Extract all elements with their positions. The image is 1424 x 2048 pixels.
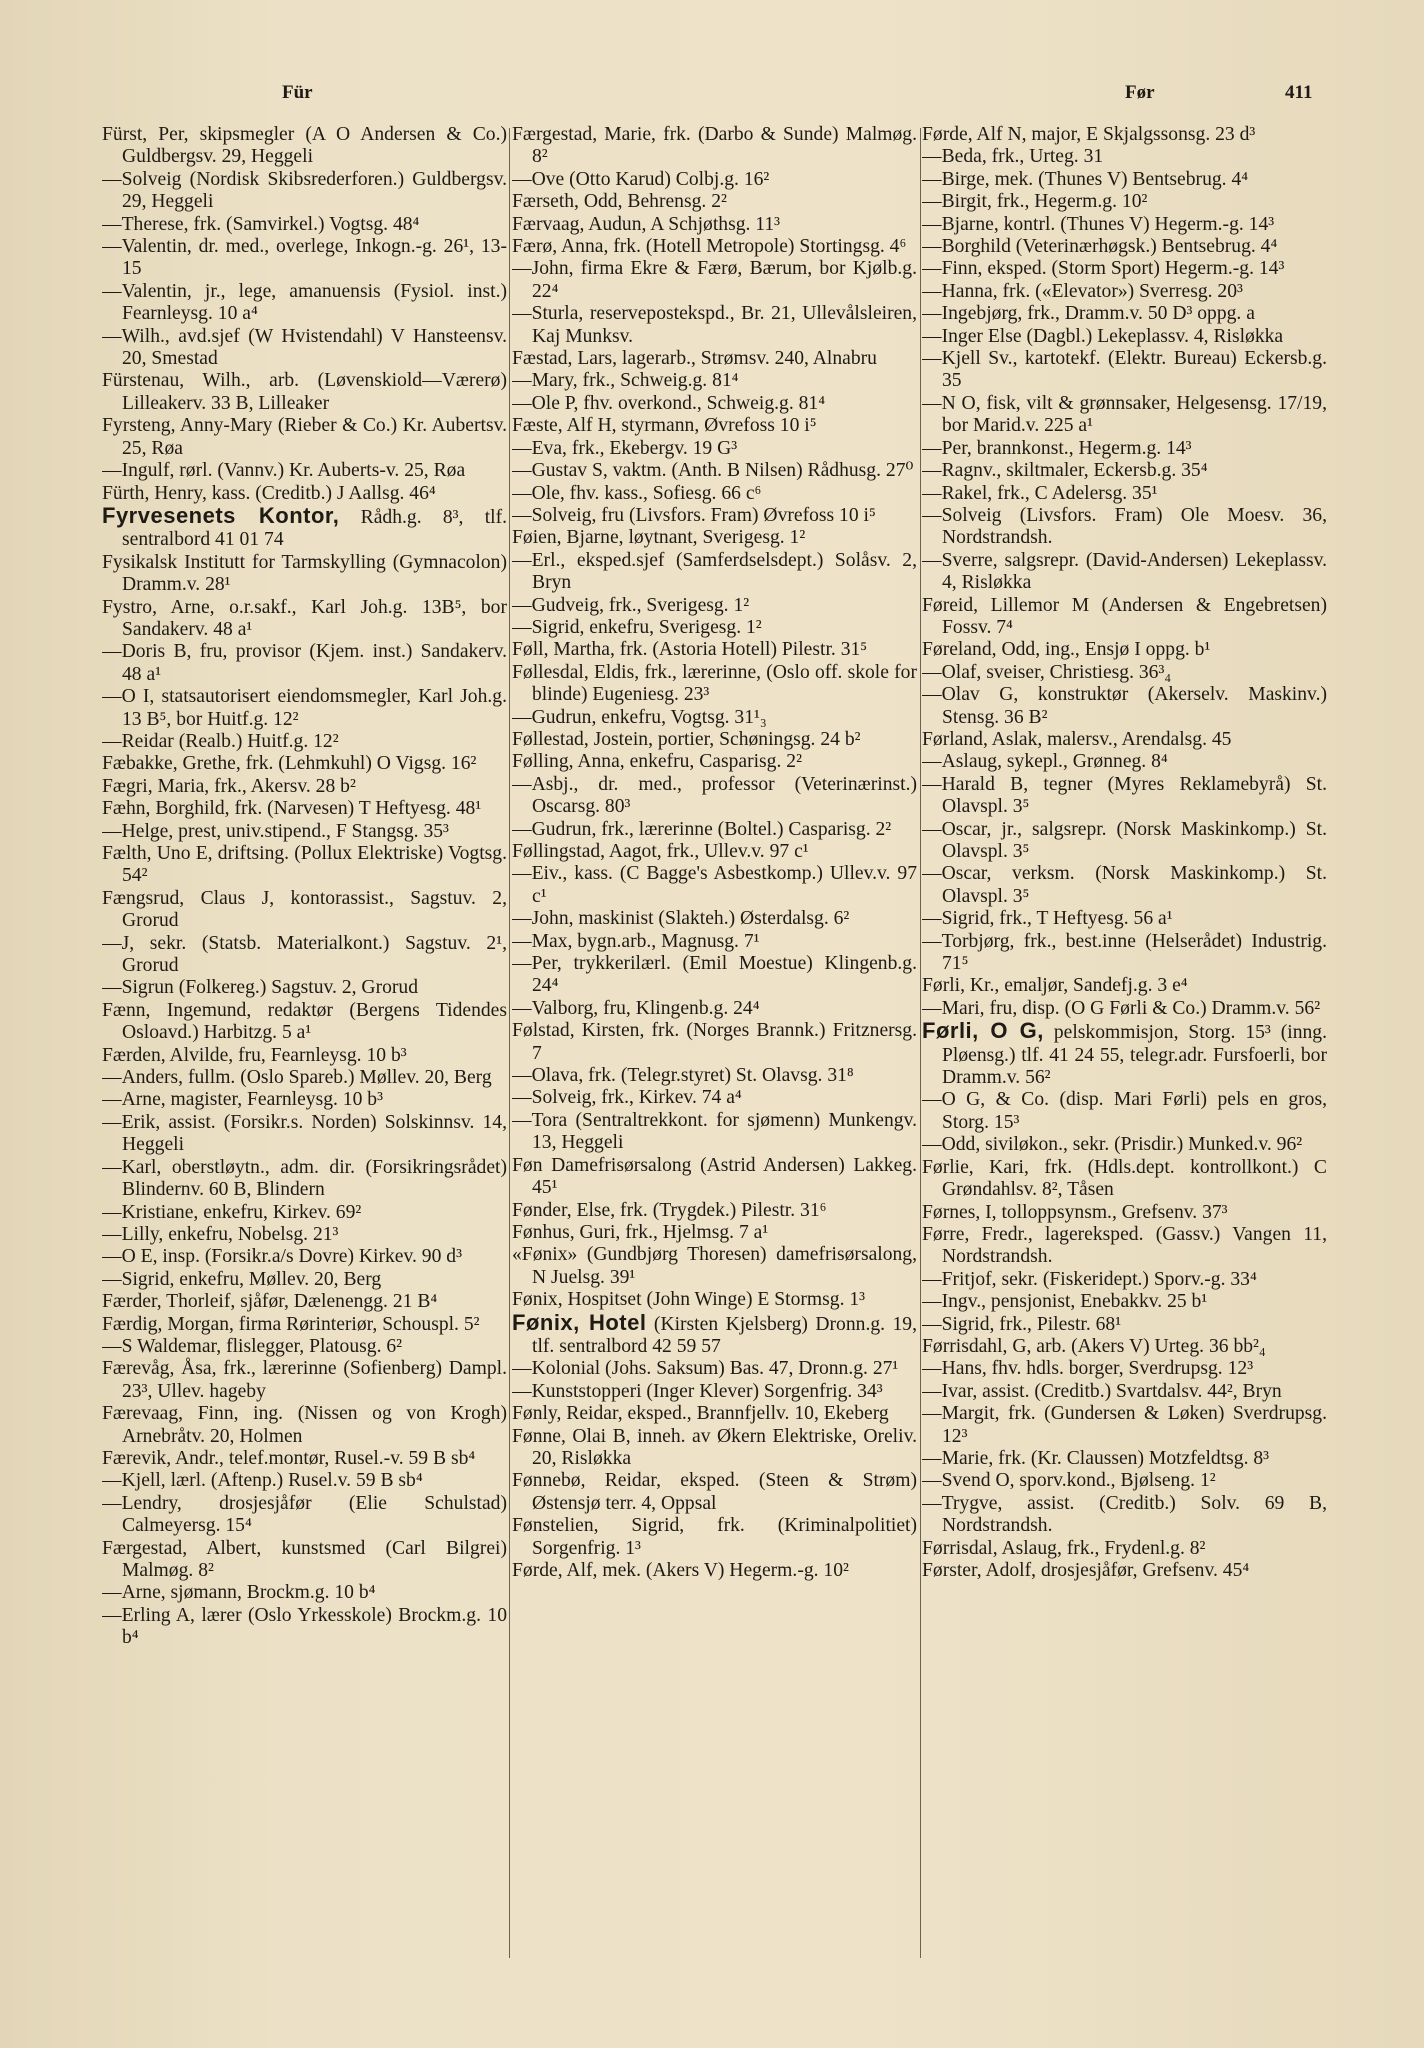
directory-entry: —Arne, sjømann, Brockm.g. 10 b⁴ — [102, 1582, 376, 1604]
directory-entry: Færevåg, Åsa, frk., lærerinne (Sofienberg) Dampl. 23³, Ullev. hageby — [102, 1358, 507, 1402]
directory-entry: —Aslaug, sykepl., Grønneg. 8⁴ — [922, 751, 1168, 773]
directory-entry: —Oscar, verksm. (Norsk Maskinkomp.) St. Olavspl. 3⁵ — [922, 863, 1327, 907]
directory-entry: —Valborg, fru, Klingenb.g. 24⁴ — [512, 997, 760, 1019]
directory-entry-heading — [102, 502, 507, 552]
directory-entry: —Torbjørg, frk., best.inne (Helserådet) Industrig. 71⁵ — [922, 930, 1327, 975]
directory-entry: —Birge, mek. (Thunes V) Bentsebrug. 4⁴ — [922, 168, 1249, 190]
directory-entry: Førrisdahl, G, arb. (Akers V) Urteg. 36 bb²₄ — [922, 1335, 1266, 1357]
directory-entry: —Borghild (Veterinærhøgsk.) Bentsebrug. 4⁴ — [922, 236, 1278, 258]
directory-entry: —Karl, oberstløytn., adm. dir. (Forsikringsrådet) Blindernv. 60 B, Blindern — [102, 1156, 507, 1201]
directory-entry: —Beda, frk., Urteg. 31 — [922, 146, 1104, 168]
directory-entry: —Mary, frk., Schweig.g. 81⁴ — [512, 370, 739, 392]
directory-entry: —Doris B, fru, provisor (Kjem. inst.) Sandakerv. 48 a¹ — [102, 641, 507, 685]
directory-entry: —Anders, fullm. (Oslo Spareb.) Møllev. 20, Berg — [102, 1067, 492, 1089]
directory-entry: —Ingulf, rørl. (Vannv.) Kr. Auberts-v. 25, Røa — [102, 460, 466, 482]
directory-entry: —Sigrid, enkefru, Sverigesg. 1² — [512, 616, 762, 638]
directory-entry: Færø, Anna, frk. (Hotell Metropole) Stortingsg. 4⁶ — [512, 236, 907, 258]
heading-firm-name: Førli, O G, — [922, 1018, 1044, 1044]
directory-entry: —N O, fisk, vilt & grønnsaker, Helgesensg. 17/19, bor Marid.v. 225 a¹ — [922, 392, 1327, 437]
directory-entry: Fønhus, Guri, frk., Hjelmsg. 7 a¹ — [512, 1221, 769, 1243]
directory-entry: Færder, Thorleif, sjåfør, Dælenengg. 21 B⁴ — [102, 1291, 438, 1313]
directory-entry: —Ole, fhv. kass., Sofiesg. 66 c⁶ — [512, 482, 762, 504]
directory-entry: —Odd, siviløkon., sekr. (Prisdir.) Munked.v. 96² — [922, 1134, 1303, 1156]
directory-entry: —Trygve, assist. (Creditb.) Solv. 69 B, Nordstrandsh. — [922, 1492, 1327, 1537]
directory-entry: Førli, Kr., emaljør, Sandefj.g. 3 e⁴ — [922, 975, 1188, 997]
directory-entry: —Lilly, enkefru, Nobelsg. 21³ — [102, 1223, 339, 1245]
directory-entry: —Hans, fhv. hdls. borger, Sverdrupsg. 12³ — [922, 1358, 1254, 1380]
directory-entry: —Sigrid, frk., Pilestr. 68¹ — [922, 1313, 1122, 1335]
directory-entry: —Asbj., dr. med., professor (Veterinærinst.) Oscarsg. 80³ — [512, 773, 917, 818]
directory-entry: Fønly, Reidar, eksped., Brannfjellv. 10, Ekeberg — [512, 1403, 889, 1425]
directory-entry: —Rakel, frk., C Adelersg. 35¹ — [922, 482, 1158, 504]
heading-detail: Rådh.g. 8³, tlf. sentralbord 41 01 74 — [122, 506, 507, 551]
directory-entry: Føreland, Odd, ing., Ensjø I oppg. b¹ — [922, 639, 1211, 661]
directory-entry: —Solveig, fru (Livsfors. Fram) Øvrefoss 10 i⁵ — [512, 504, 876, 526]
directory-entry: —S Waldemar, flislegger, Platousg. 6² — [102, 1335, 403, 1357]
directory-columns — [102, 124, 1332, 1964]
directory-entry: Færevaag, Finn, ing. (Nissen og von Krogh) Arnebråtv. 20, Holmen — [102, 1403, 507, 1447]
directory-entry: —Reidar (Realb.) Huitf.g. 12² — [102, 730, 339, 752]
directory-entry: Førre, Fredr., lagereksped. (Gassv.) Vangen 11, Nordstrandsh. — [922, 1223, 1327, 1268]
directory-entry: Fürth, Henry, kass. (Creditb.) J Aallsg. 46⁴ — [102, 482, 436, 504]
heading-firm-name: Fønix, Hotel — [512, 1309, 647, 1335]
directory-entry: —Olaf, sveiser, Christiesg. 36³₄ — [922, 661, 1172, 683]
directory-entry: —Arne, magister, Fearnleysg. 10 b³ — [102, 1089, 383, 1111]
directory-entry: Færvaag, Audun, A Schjøthsg. 11³ — [512, 213, 781, 235]
directory-entry: Fürstenau, Wilh., arb. (Løvenskiold—Værerø) Lilleakerv. 33 B, Lilleaker — [102, 370, 507, 414]
directory-entry: Fønder, Else, frk. (Trygdek.) Pilestr. 31⁶ — [512, 1199, 827, 1221]
directory-entry: —Ivar, assist. (Creditb.) Svartdalsv. 44², Bryn — [922, 1380, 1282, 1402]
directory-entry: Færdig, Morgan, firma Rørinteriør, Schouspl. 5² — [102, 1313, 480, 1335]
directory-entry: —Hanna, frk. («Elevator») Sverresg. 20³ — [922, 280, 1243, 302]
directory-entry: Færevik, Andr., telef.montør, Rusel.-v. 59 B sb⁴ — [102, 1447, 476, 1469]
directory-entry: Fønne, Olai B, inneh. av Økern Elektriske, Oreliv. 20, Risløkka — [512, 1425, 917, 1469]
directory-entry: —Sverre, salgsrepr. (David-Andersen) Lekeplassv. 4, Risløkka — [922, 549, 1327, 594]
header-center-keyword: Før — [1125, 82, 1155, 103]
directory-entry: —Gustav S, vaktm. (Anth. B Nilsen) Rådhusg. 27⁰ — [512, 460, 914, 482]
directory-entry: —Mari, fru, disp. (O G Førli & Co.) Dramm.v. 56² — [922, 997, 1321, 1019]
directory-entry: Følling, Anna, enkefru, Casparisg. 2² — [512, 751, 802, 773]
heading-firm-name: Fyrvesenets Kontor, — [102, 502, 340, 528]
directory-entry: Fængsrud, Claus J, kontorassist., Sagstuv. 2, Grorud — [102, 887, 507, 932]
directory-entry-heading — [922, 1020, 1327, 1089]
directory-entry: —Kolonial (Johs. Saksum) Bas. 47, Dronn.g. 27¹ — [512, 1358, 899, 1380]
directory-entry: Fæste, Alf H, styrmann, Øvrefoss 10 i⁵ — [512, 415, 817, 437]
directory-entry: —Solveig (Livsfors. Fram) Ole Moesv. 36, Nordstrandsh. — [922, 504, 1327, 549]
directory-entry: —Sturla, reservepostekspd., Br. 21, Ullevålsleiren, Kaj Munksv. — [512, 303, 917, 347]
directory-entry: —Ingv., pensjonist, Enebakkv. 25 b¹ — [922, 1291, 1208, 1313]
heading-detail: pelskommisjon, Storg. 15³ (inng. Pløensg.) tlf. 41 24 55, telegr.adr. Fursfoerli, bor Dramm.v. 56² — [942, 1022, 1327, 1089]
directory-entry-heading — [512, 1309, 917, 1359]
page-header — [100, 82, 1336, 112]
directory-entry: —Ragnv., skiltmaler, Eckersb.g. 35⁴ — [922, 460, 1208, 482]
directory-entry: —Kjell, lærl. (Aftenp.) Rusel.v. 59 B sb⁴ — [102, 1470, 423, 1492]
directory-entry: —O E, insp. (Forsikr.a/s Dovre) Kirkev. 90 d³ — [102, 1246, 462, 1268]
directory-entry: Færgestad, Albert, kunstsmed (Carl Bilgrei) Malmøg. 8² — [102, 1537, 507, 1581]
directory-entry: Føien, Bjarne, løytnant, Sverigesg. 1² — [512, 527, 806, 549]
directory-entry: —Per, brannkonst., Hegerm.g. 14³ — [922, 437, 1192, 459]
directory-entry: —Tora (Sentraltrekkont. for sjømenn) Munkengv. 13, Heggeli — [512, 1109, 917, 1154]
directory-entry: Føll, Martha, frk. (Astoria Hotell) Pilestr. 31⁵ — [512, 639, 868, 661]
directory-entry: —Olava, frk. (Telegr.styret) St. Olavsg. 31⁸ — [512, 1065, 854, 1087]
directory-entry: —Margit, frk. (Gundersen & Løken) Sverdrupsg. 12³ — [922, 1403, 1327, 1447]
directory-entry: —Erik, assist. (Forsikr.s. Norden) Solskinnsv. 14, Heggeli — [102, 1111, 507, 1156]
directory-entry: —Marie, frk. (Kr. Claussen) Motzfeldtsg. 8³ — [922, 1447, 1270, 1469]
directory-entry: Førlie, Kari, frk. (Hdls.dept. kontrollkont.) C Grøndahlsv. 8², Tåsen — [922, 1156, 1327, 1201]
directory-entry: Fønnebø, Reidar, eksped. (Steen & Strøm) Østensjø terr. 4, Oppsal — [512, 1470, 917, 1514]
directory-entry: Fystro, Arne, o.r.sakf., Karl Joh.g. 13B⁵, bor Sandakerv. 48 a¹ — [102, 596, 507, 640]
directory-entry: —Fritjof, sekr. (Fiskeridept.) Sporv.-g. 33⁴ — [922, 1268, 1257, 1290]
directory-entry: Fønstelien, Sigrid, frk. (Kriminalpolitiet) Sorgenfrig. 1³ — [512, 1515, 917, 1559]
directory-entry: —Svend O, sporv.kond., Bjølseng. 1² — [922, 1470, 1216, 1492]
heading-detail: (Kirsten Kjelsberg) Dronn.g. 19, tlf. sentralbord 42 59 57 — [532, 1313, 917, 1357]
directory-entry: —Harald B, tegner (Myres Reklamebyrå) St. Olavspl. 3⁵ — [922, 773, 1327, 818]
directory-entry: —Sigrid, frk., T Heftyesg. 56 a¹ — [922, 908, 1173, 930]
directory-entry: —Kjell Sv., kartotekf. (Elektr. Bureau) Eckersb.g. 35 — [922, 348, 1327, 392]
directory-entry: Førster, Adolf, drosjesjåfør, Grefsenv. 45⁴ — [922, 1560, 1250, 1581]
directory-entry: —Ole P, fhv. overkond., Schweig.g. 81⁴ — [512, 392, 826, 414]
page-number: 411 — [1285, 82, 1313, 103]
directory-entry: —Erling A, lærer (Oslo Yrkesskole) Brockm.g. 10 b⁴ — [102, 1604, 507, 1649]
directory-entry: —Per, trykkerilærl. (Emil Moestue) Klingenb.g. 24⁴ — [512, 953, 917, 997]
directory-entry: Fægri, Maria, frk., Akersv. 28 b² — [102, 775, 356, 797]
header-left-keyword: Für — [282, 82, 313, 103]
directory-entry: Føllingstad, Aagot, frk., Ullev.v. 97 c¹ — [512, 841, 809, 862]
directory-entry: —Ove (Otto Karud) Colbj.g. 16² — [512, 168, 770, 190]
directory-entry: —Valentin, jr., lege, amanuensis (Fysiol. inst.) Fearnleysg. 10 a⁴ — [102, 280, 507, 325]
directory-entry: Fælth, Uno E, driftsing. (Pollux Elektriske) Vogtsg. 54² — [102, 843, 507, 887]
directory-entry: Færden, Alvilde, fru, Fearnleysg. 10 b³ — [102, 1044, 407, 1066]
directory-entry: —Lendry, drosjesjåfør (Elie Schulstad) Calmeyersg. 15⁴ — [102, 1492, 507, 1537]
directory-entry: Førnes, I, tolloppsynsm., Grefsenv. 37³ — [922, 1201, 1228, 1223]
directory-entry: —Birgit, frk., Hegerm.g. 10² — [922, 191, 1148, 213]
directory-entry: Føreid, Lillemor M (Andersen & Engebretsen) Fossv. 7⁴ — [922, 594, 1327, 638]
directory-entry: —Bjarne, kontrl. (Thunes V) Hegerm.-g. 14³ — [922, 213, 1275, 235]
directory-entry: Førland, Aslak, malersv., Arendalsg. 45 — [922, 728, 1232, 750]
directory-entry: —Ingebjørg, frk., Dramm.v. 50 D³ oppg. a — [922, 303, 1255, 325]
directory-entry: Føllesdal, Eldis, frk., lærerinne, (Oslo off. skole for blinde) Eugeniesg. 23³ — [512, 661, 917, 706]
directory-entry: —John, firma Ekre & Færø, Bærum, bor Kjølb.g. 22⁴ — [512, 258, 917, 302]
directory-entry: Følstad, Kirsten, frk. (Norges Brannk.) Fritznersg. 7 — [512, 1020, 917, 1064]
directory-entry: Fænn, Ingemund, redaktør (Bergens Tidendes Osloavd.) Harbitzg. 5 a¹ — [102, 999, 507, 1044]
directory-entry: —Gudveig, frk., Sverigesg. 1² — [512, 594, 750, 616]
directory-entry: Færseth, Odd, Behrensg. 2² — [512, 191, 727, 213]
directory-entry: —Max, bygn.arb., Magnusg. 7¹ — [512, 930, 760, 952]
directory-entry: —Erl., eksped.sjef (Samferdselsdept.) Solåsv. 2, Bryn — [512, 549, 917, 594]
directory-entry: Førde, Alf N, major, E Skjalgssonsg. 23 d³ — [922, 124, 1256, 145]
directory-entry: —J, sekr. (Statsb. Materialkont.) Sagstuv. 2¹, Grorud — [102, 932, 507, 977]
directory-entry: Fønix, Hospitset (John Winge) E Stormsg. 1³ — [512, 1289, 866, 1311]
directory-entry: Førrisdal, Aslaug, frk., Frydenl.g. 8² — [922, 1537, 1206, 1559]
directory-entry: —Inger Else (Dagbl.) Lekeplassv. 4, Risløkka — [922, 325, 1284, 347]
directory-entry: —Eiv., kass. (C Bagge's Asbestkomp.) Ullev.v. 97 c¹ — [512, 863, 917, 907]
directory-column-2 — [512, 124, 917, 1964]
directory-entry: —Solveig (Nordisk Skibsrederforen.) Guldbergsv. 29, Heggeli — [102, 168, 507, 213]
directory-entry: —Kristiane, enkefru, Kirkev. 69² — [102, 1201, 362, 1223]
directory-entry: —Solveig, frk., Kirkev. 74 a⁴ — [512, 1087, 742, 1109]
directory-entry: —Valentin, dr. med., overlege, Inkogn.-g. 26¹, 13-15 — [102, 236, 507, 280]
directory-entry: Førde, Alf, mek. (Akers V) Hegerm.-g. 10² — [512, 1560, 849, 1581]
directory-column-3 — [922, 124, 1327, 1964]
directory-entry: Føllestad, Jostein, portier, Schøningsg. 24 b² — [512, 728, 861, 750]
directory-entry: —Helge, prest, univ.stipend., F Stangsg. 35³ — [102, 820, 449, 842]
directory-entry: Fæhn, Borghild, frk. (Narvesen) T Heftyesg. 48¹ — [102, 798, 482, 820]
directory-entry: —Therese, frk. (Samvirkel.) Vogtsg. 48⁴ — [102, 213, 420, 235]
directory-entry: —Wilh., avd.sjef (W Hvistendahl) V Hansteensv. 20, Smestad — [102, 325, 507, 370]
directory-entry: —O I, statsautorisert eiendomsmegler, Karl Joh.g. 13 B⁵, bor Huitf.g. 12² — [102, 686, 507, 730]
directory-entry: Fæbakke, Grethe, frk. (Lehmkuhl) O Vigsg. 16² — [102, 753, 477, 775]
directory-entry: —O G, & Co. (disp. Mari Førli) pels en gros, Storg. 15³ — [922, 1089, 1327, 1133]
directory-entry: —Olav G, konstruktør (Akerselv. Maskinv.) Stensg. 36 B² — [922, 684, 1327, 728]
directory-entry: —Eva, frk., Ekebergv. 19 G³ — [512, 437, 738, 459]
directory-entry: —Kunststopperi (Inger Klever) Sorgenfrig. 34³ — [512, 1380, 883, 1402]
directory-entry: —John, maskinist (Slakteh.) Østerdalsg. 6² — [512, 908, 850, 930]
directory-entry: —Gudrun, frk., lærerinne (Boltel.) Casparisg. 2² — [512, 818, 892, 840]
directory-entry: —Sigrun (Folkereg.) Sagstuv. 2, Grorud — [102, 977, 419, 999]
directory-entry: —Oscar, jr., salgsrepr. (Norsk Maskinkomp.) St. Olavspl. 3⁵ — [922, 818, 1327, 862]
directory-entry: «Fønix» (Gundbjørg Thoresen) damefrisørsalong, N Juelsg. 39¹ — [512, 1244, 917, 1288]
directory-entry: —Sigrid, enkefru, Møllev. 20, Berg — [102, 1268, 382, 1290]
directory-entry: Færgestad, Marie, frk. (Darbo & Sunde) Malmøg. 8² — [512, 124, 917, 168]
directory-entry: Fürst, Per, skipsmegler (A O Andersen & Co.) Guldbergsv. 29, Heggeli — [102, 124, 507, 168]
directory-entry: Føn Damefrisørsalong (Astrid Andersen) Lakkeg. 45¹ — [512, 1154, 917, 1199]
directory-entry: Fysikalsk Institutt for Tarmskylling (Gymnacolon) Dramm.v. 28¹ — [102, 551, 507, 596]
directory-column-1 — [102, 124, 507, 1964]
directory-entry: Fyrsteng, Anny-Mary (Rieber & Co.) Kr. Aubertsv. 25, Røa — [102, 415, 507, 459]
directory-entry: Fæstad, Lars, lagerarb., Strømsv. 240, Alnabru — [512, 348, 877, 370]
directory-entry: —Finn, eksped. (Storm Sport) Hegerm.-g. 14³ — [922, 258, 1285, 280]
directory-entry: —Gudrun, enkefru, Vogtsg. 31¹₃ — [512, 706, 767, 728]
